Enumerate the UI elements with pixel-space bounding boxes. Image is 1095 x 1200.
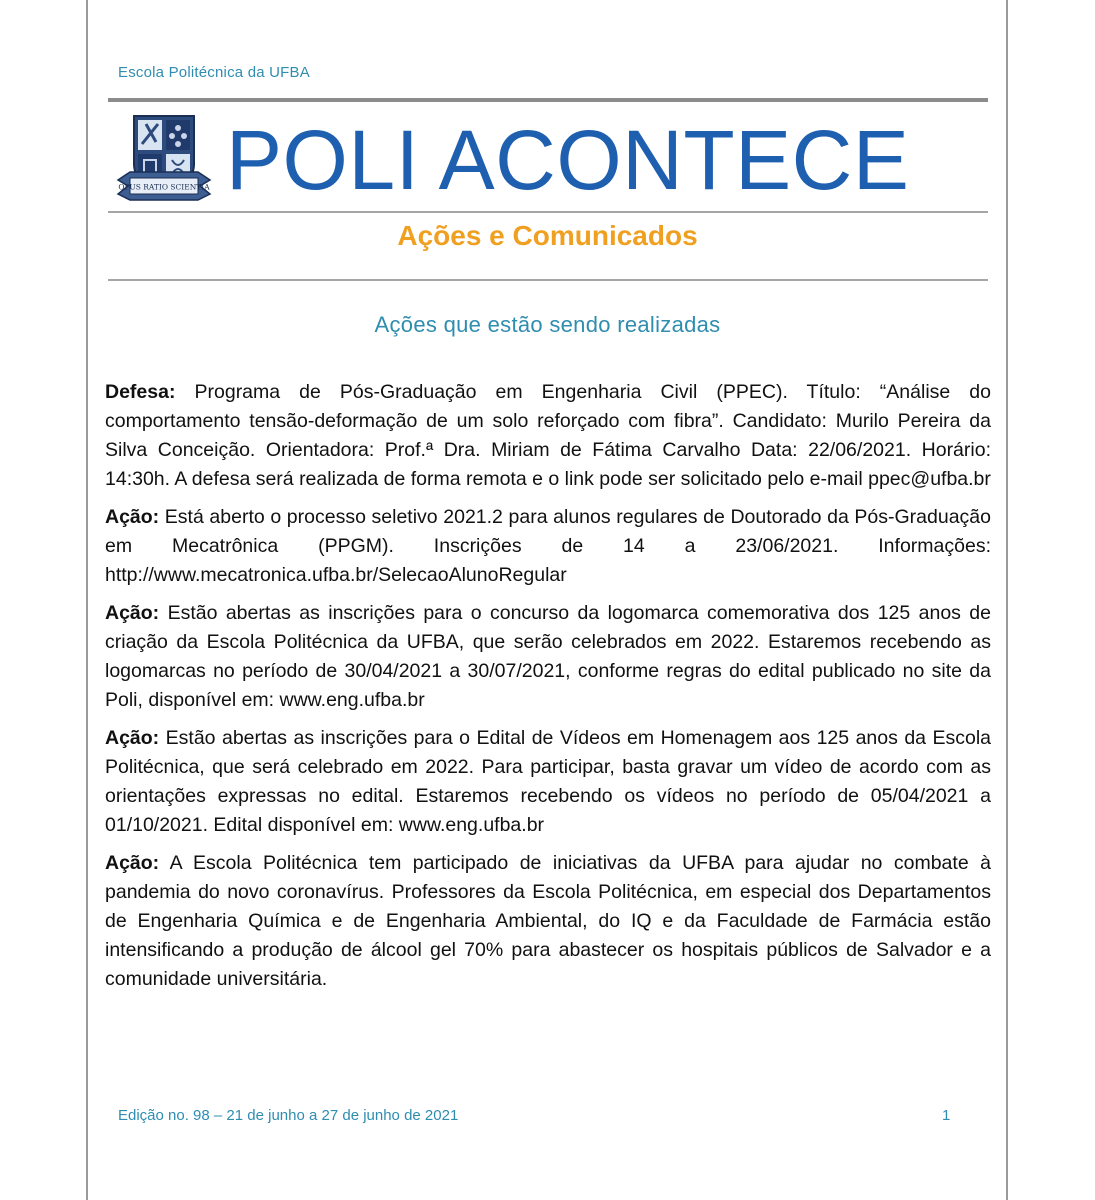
- news-item-label: Ação:: [105, 506, 160, 528]
- news-item-text: Está aberto o processo seletivo 2021.2 para alunos regulares de Doutorado da Pós-Graduação em Mecatrônica (PPGM). Inscrições de 14 a 23/06/2021. Informações: http://www.mecatronica.ufba.br/SelecaoAlunoRegular: [105, 506, 991, 586]
- news-item-text: A Escola Politécnica tem participado de iniciativas da UFBA para ajudar no combate à pandemia do novo coronavírus. Professores da Escola Politécnica, em especial dos Departamentos de Engenharia Química e de Engenharia Ambiental, do IQ e da Faculdade de Farmácia estão intensificando a produção de álcool gel 70% para abastecer os hospitais públicos de Salvador e a comunidade universitária.: [105, 852, 991, 990]
- school-name: Escola Politécnica da UFBA: [118, 64, 310, 81]
- news-item-label: Ação:: [105, 727, 160, 749]
- news-item-text: Estão abertas as inscrições para o Edital de Vídeos em Homenagem aos 125 anos da Escola Politécnica, que será celebrado em 2022. Para participar, basta gravar um vídeo de acordo com as orientações expressas no edital. Estaremos recebendo os vídeos no período de 05/04/2021 a 01/10/2021. Edital disponível em: www.eng.ufba.br: [105, 727, 991, 836]
- footer-edition: Edição no. 98 – 21 de junho a 27 de junho de 2021: [118, 1107, 459, 1124]
- news-item: [105, 849, 991, 994]
- news-item: [105, 724, 991, 840]
- footer-page-number: 1: [942, 1107, 951, 1124]
- masthead-subtitle: Ações e Comunicados: [397, 220, 698, 251]
- header-divider-bottom: [108, 279, 988, 281]
- news-content: [105, 378, 991, 1003]
- news-item: [105, 503, 991, 590]
- masthead-title: POLI ACONTECE: [226, 113, 910, 207]
- news-item-text: Estão abertas as inscrições para o concurso da logomarca comemorativa dos 125 anos de criação da Escola Politécnica da UFBA, que serão celebrados em 2022. Estaremos recebendo as logomarcas no período de 30/04/2021 a 30/07/2021, conforme regras do edital publicado no site da Poli, disponível em: www.eng.ufba.br: [105, 602, 991, 711]
- news-item-label: Ação:: [105, 602, 160, 624]
- seal-motto: OPUS RATIO SCIENTIA: [118, 182, 210, 192]
- news-item-label: Ação:: [105, 852, 160, 874]
- header-divider-middle: [108, 211, 988, 213]
- news-item: [105, 599, 991, 715]
- header-divider-top: [108, 98, 988, 102]
- news-item: [105, 378, 991, 494]
- section-heading: Ações que estão sendo realizadas: [374, 312, 721, 337]
- ufba-seal-logo: [116, 114, 212, 206]
- news-item-label: Defesa:: [105, 381, 176, 403]
- news-item-text: Programa de Pós-Graduação em Engenharia Civil (PPEC). Título: “Análise do comportamento tensão-deformação de um solo reforçado com fibra”. Candidato: Murilo Pereira da Silva Conceição. Orientadora: Prof.ª Dra. Miriam de Fátima Carvalho Data: 22/06/2021. Horário: 14:30h. A defesa será realizada de forma remota e o link pode ser solicitado pelo e-mail ppec@ufba.br: [105, 381, 991, 490]
